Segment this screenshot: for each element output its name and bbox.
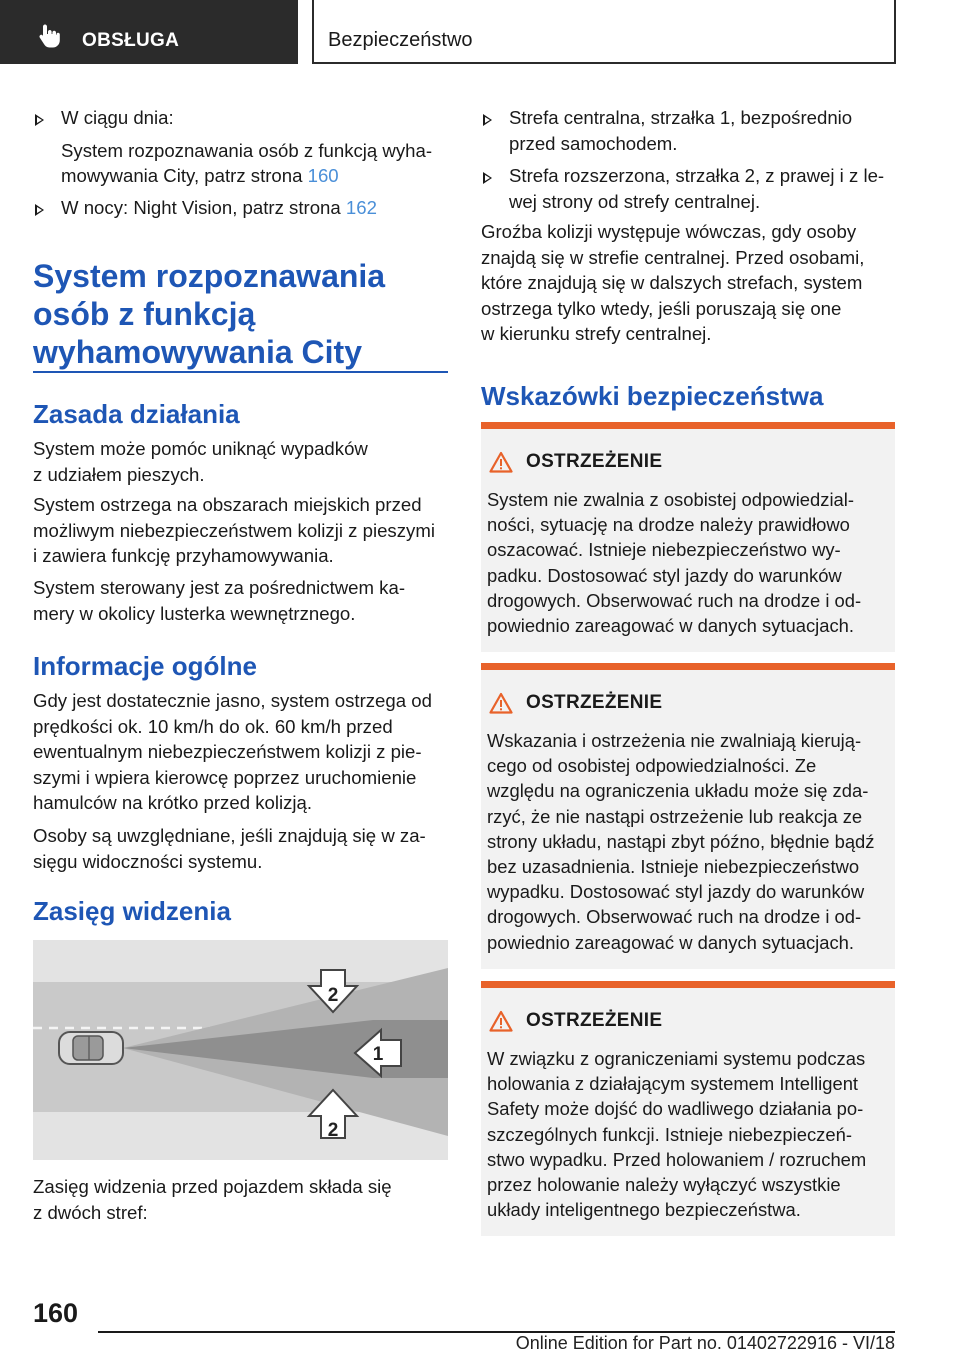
warning-text: System nie zwalnia z osobistej odpowiedzial‐ ności, sytuację na drodze należy prawidłowo oszacować. Istnieje niebezpieczeństwo wy‐ padku. Dostosować styl jazdy do warunków drogowych. Obserwować ruch na drodze i od‐ powiednio zareagować w danych sytuacjach. <box>487 489 862 637</box>
footer-edition: Online Edition for Part no. 01402722916 - VI/18 <box>515 1333 895 1353</box>
page-link-162[interactable]: 162 <box>345 197 377 218</box>
page-number: 160 <box>33 1298 79 1328</box>
paragraph: System ostrzega na obszarach miejskich przed możliwym niebezpieczeństwem kolizji z pieszymi i zawiera funkcję przyhamowywania. <box>33 494 435 566</box>
bullet-title: W ciągu dnia: <box>61 107 174 128</box>
paragraph: Groźba kolizji występuje wówczas, gdy osoby znajdą się w strefie centralnej. Przed osobami, które znajdują się w dalszych strefach, system ostrzega tylko wtedy, jeśli poruszają się one w kierunku strefy centralnej. <box>481 221 865 344</box>
warning-box <box>481 422 895 652</box>
bullet-triangle-icon <box>483 172 492 184</box>
diagram-label-2-top: 2 <box>327 985 339 1006</box>
heading-zasada: Zasada działania <box>33 399 240 429</box>
warning-text: W związku z ograniczeniami systemu podczas holowania z działającym systemem Intelligent Safety może dojść do wadliwego działania po‐ szczególnych funkcji. Istnieje niebezpieczeń‐ stwo wypadku. Przed holowaniem / rozruchem przez holowanie należy wyłączyć wszystkie układy inteligentnego bezpieczeństwa. <box>487 1048 867 1221</box>
field-of-view-illustration <box>33 940 448 1160</box>
header-section-label: Bezpieczeństwo <box>328 29 473 51</box>
bullet-night <box>33 195 448 221</box>
warning-box <box>481 981 895 1236</box>
hand-pointer-icon <box>36 22 62 48</box>
car-icon <box>59 1032 123 1064</box>
title-rule <box>33 371 448 373</box>
bullet-extended-zone: Strefa rozszerzona, strzałka 2, z prawej i z le‐ wej strony od strefy centralnej. <box>481 163 895 214</box>
diagram-label-1: 1 <box>372 1044 384 1065</box>
main-title: System rozpoznawania osób z funkcją wyhamowywania City <box>33 258 386 370</box>
warning-triangle-icon <box>489 451 513 473</box>
bullet-triangle-icon <box>35 114 44 126</box>
warning-box <box>481 663 895 969</box>
bullet-daytime <box>33 105 448 189</box>
bullet-text: W nocy: Night Vision, patrz strona <box>61 197 346 218</box>
bullet-triangle-icon <box>35 204 44 216</box>
warning-text: Wskazania i ostrzeżenia nie zwalniają kierują‐ cego od osobistej odpowiedzialności. Ze względu na ograniczenia układu może się zda‐ rzyć, że nie nastąpi ostrzeżenie lub reakcja ze strony układu, nastąpi zbyt późno, błędnie bądź bez uzasadnienia. Istnieje niebezpieczeństwo wypadku. Dostosować styl jazdy do warunków drogowych. Obserwować ruch na drodze i od‐ powiednio zareagować w danych sytuacjach. <box>487 730 875 953</box>
heading-zasieg: Zasięg widzenia <box>33 896 231 926</box>
page-link-160[interactable]: 160 <box>307 165 339 186</box>
warning-title: OSTRZEŻENIE <box>526 692 663 713</box>
header-tab-label: OBSŁUGA <box>82 30 180 51</box>
warning-triangle-icon <box>489 692 513 714</box>
warning-title: OSTRZEŻENIE <box>526 451 663 472</box>
paragraph: Osoby są uwzględniane, jeśli znajdują się w za‐ sięgu widoczności systemu. <box>33 825 426 872</box>
heading-informacje: Informacje ogólne <box>33 651 257 681</box>
header-tab[interactable] <box>0 0 298 64</box>
bullet-triangle-icon <box>483 114 492 126</box>
warning-title: OSTRZEŻENIE <box>526 1010 663 1031</box>
bullet-text: mowywania City, patrz strona <box>61 165 308 186</box>
paragraph: System sterowany jest za pośrednictwem ka‐ mery w okolicy lusterka wewnętrznego. <box>33 577 406 624</box>
paragraph: System może pomóc uniknąć wypadków z udziałem pieszych. <box>33 438 368 485</box>
field-of-view-diagram <box>33 940 448 1160</box>
paragraph: Gdy jest dostatecznie jasno, system ostrzega od prędkości ok. 10 km/h do ok. 60 km/h przed ewentualnym niebezpieczeństwem kolizji z pie‐ szymi i wpiera kierowcę poprzez uruchomienie hamulców na krótko przed kolizją. <box>33 690 432 813</box>
heading-safety: Wskazówki bezpieczeństwa <box>481 381 824 411</box>
warning-triangle-icon <box>489 1010 513 1032</box>
diagram-caption: Zasięg widzenia przed pojazdem składa się z dwóch stref: <box>33 1176 392 1223</box>
bullet-text: System rozpoznawania osób z funkcją wyha‐ <box>61 139 433 161</box>
header-section <box>312 0 896 64</box>
bullet-central-zone: Strefa centralna, strzałka 1, bezpośrednio przed samochodem. <box>481 105 895 156</box>
diagram-label-2-bottom: 2 <box>327 1120 339 1141</box>
